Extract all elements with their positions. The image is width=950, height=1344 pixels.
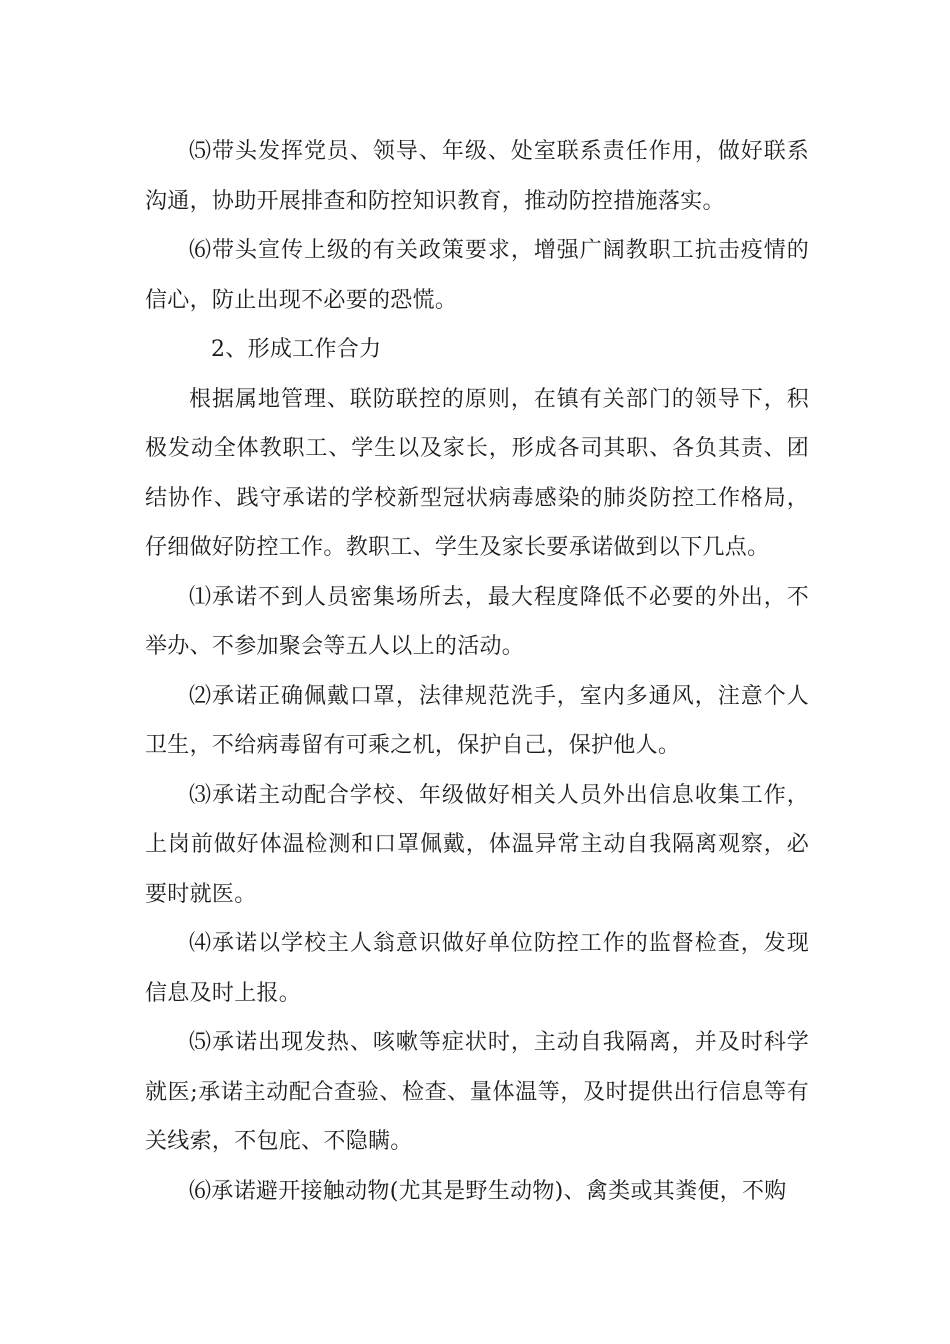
paragraph-item-6-policy-promotion: ⑹带头宣传上级的有关政策要求，增强广阔教职工抗击疫情的信心，防止出现不必要的恐慌。 [145, 238, 809, 313]
paragraph-joint-prevention: 根据属地管理、联防联控的原则，在镇有关部门的领导下，积极发动全体教职工、学生以及家长，形成各司其职、各负其责、团结协作、践守承诺的学校新型冠状病毒感染的肺炎防控工作格局，仔细做好防控工作。教职工、学生及家长要承诺做到以下几点。 [145, 386, 809, 560]
commitment-item-4: ⑷承诺以学校主人翁意识做好单位防控工作的监督检查，发现信息及时上报。 [145, 931, 809, 1006]
paragraph-item-5-party-members: ⑸带头发挥党员、领导、年级、处室联系责任作用，做好联系沟通，协助开展排查和防控知识教育，推动防控措施落实。 [145, 139, 809, 214]
section-heading: 2、形成工作合力 [211, 337, 382, 362]
commitment-item-6: ⑹承诺避开接触动物(尤其是野生动物)、禽类或其粪便，不购 [189, 1178, 787, 1204]
commitment-item-5: ⑸承诺出现发热、咳嗽等症状时，主动自我隔离，并及时科学就医;承诺主动配合查验、检查、量体温等，及时提供出行信息等有关线索，不包庇、不隐瞒。 [145, 1030, 809, 1154]
commitment-item-3: ⑶承诺主动配合学校、年级做好相关人员外出信息收集工作，上岗前做好体温检测和口罩佩戴，体温异常主动自我隔离观察，必要时就医。 [145, 782, 809, 907]
commitment-item-2: ⑵承诺正确佩戴口罩，法律规范洗手，室内多通风，注意个人卫生，不给病毒留有可乘之机，保护自己，保护他人。 [145, 683, 809, 758]
commitment-item-1: ⑴承诺不到人员密集场所去，最大程度降低不必要的外出，不举办、不参加聚会等五人以上的活动。 [145, 584, 809, 659]
document-body [145, 127, 809, 1216]
